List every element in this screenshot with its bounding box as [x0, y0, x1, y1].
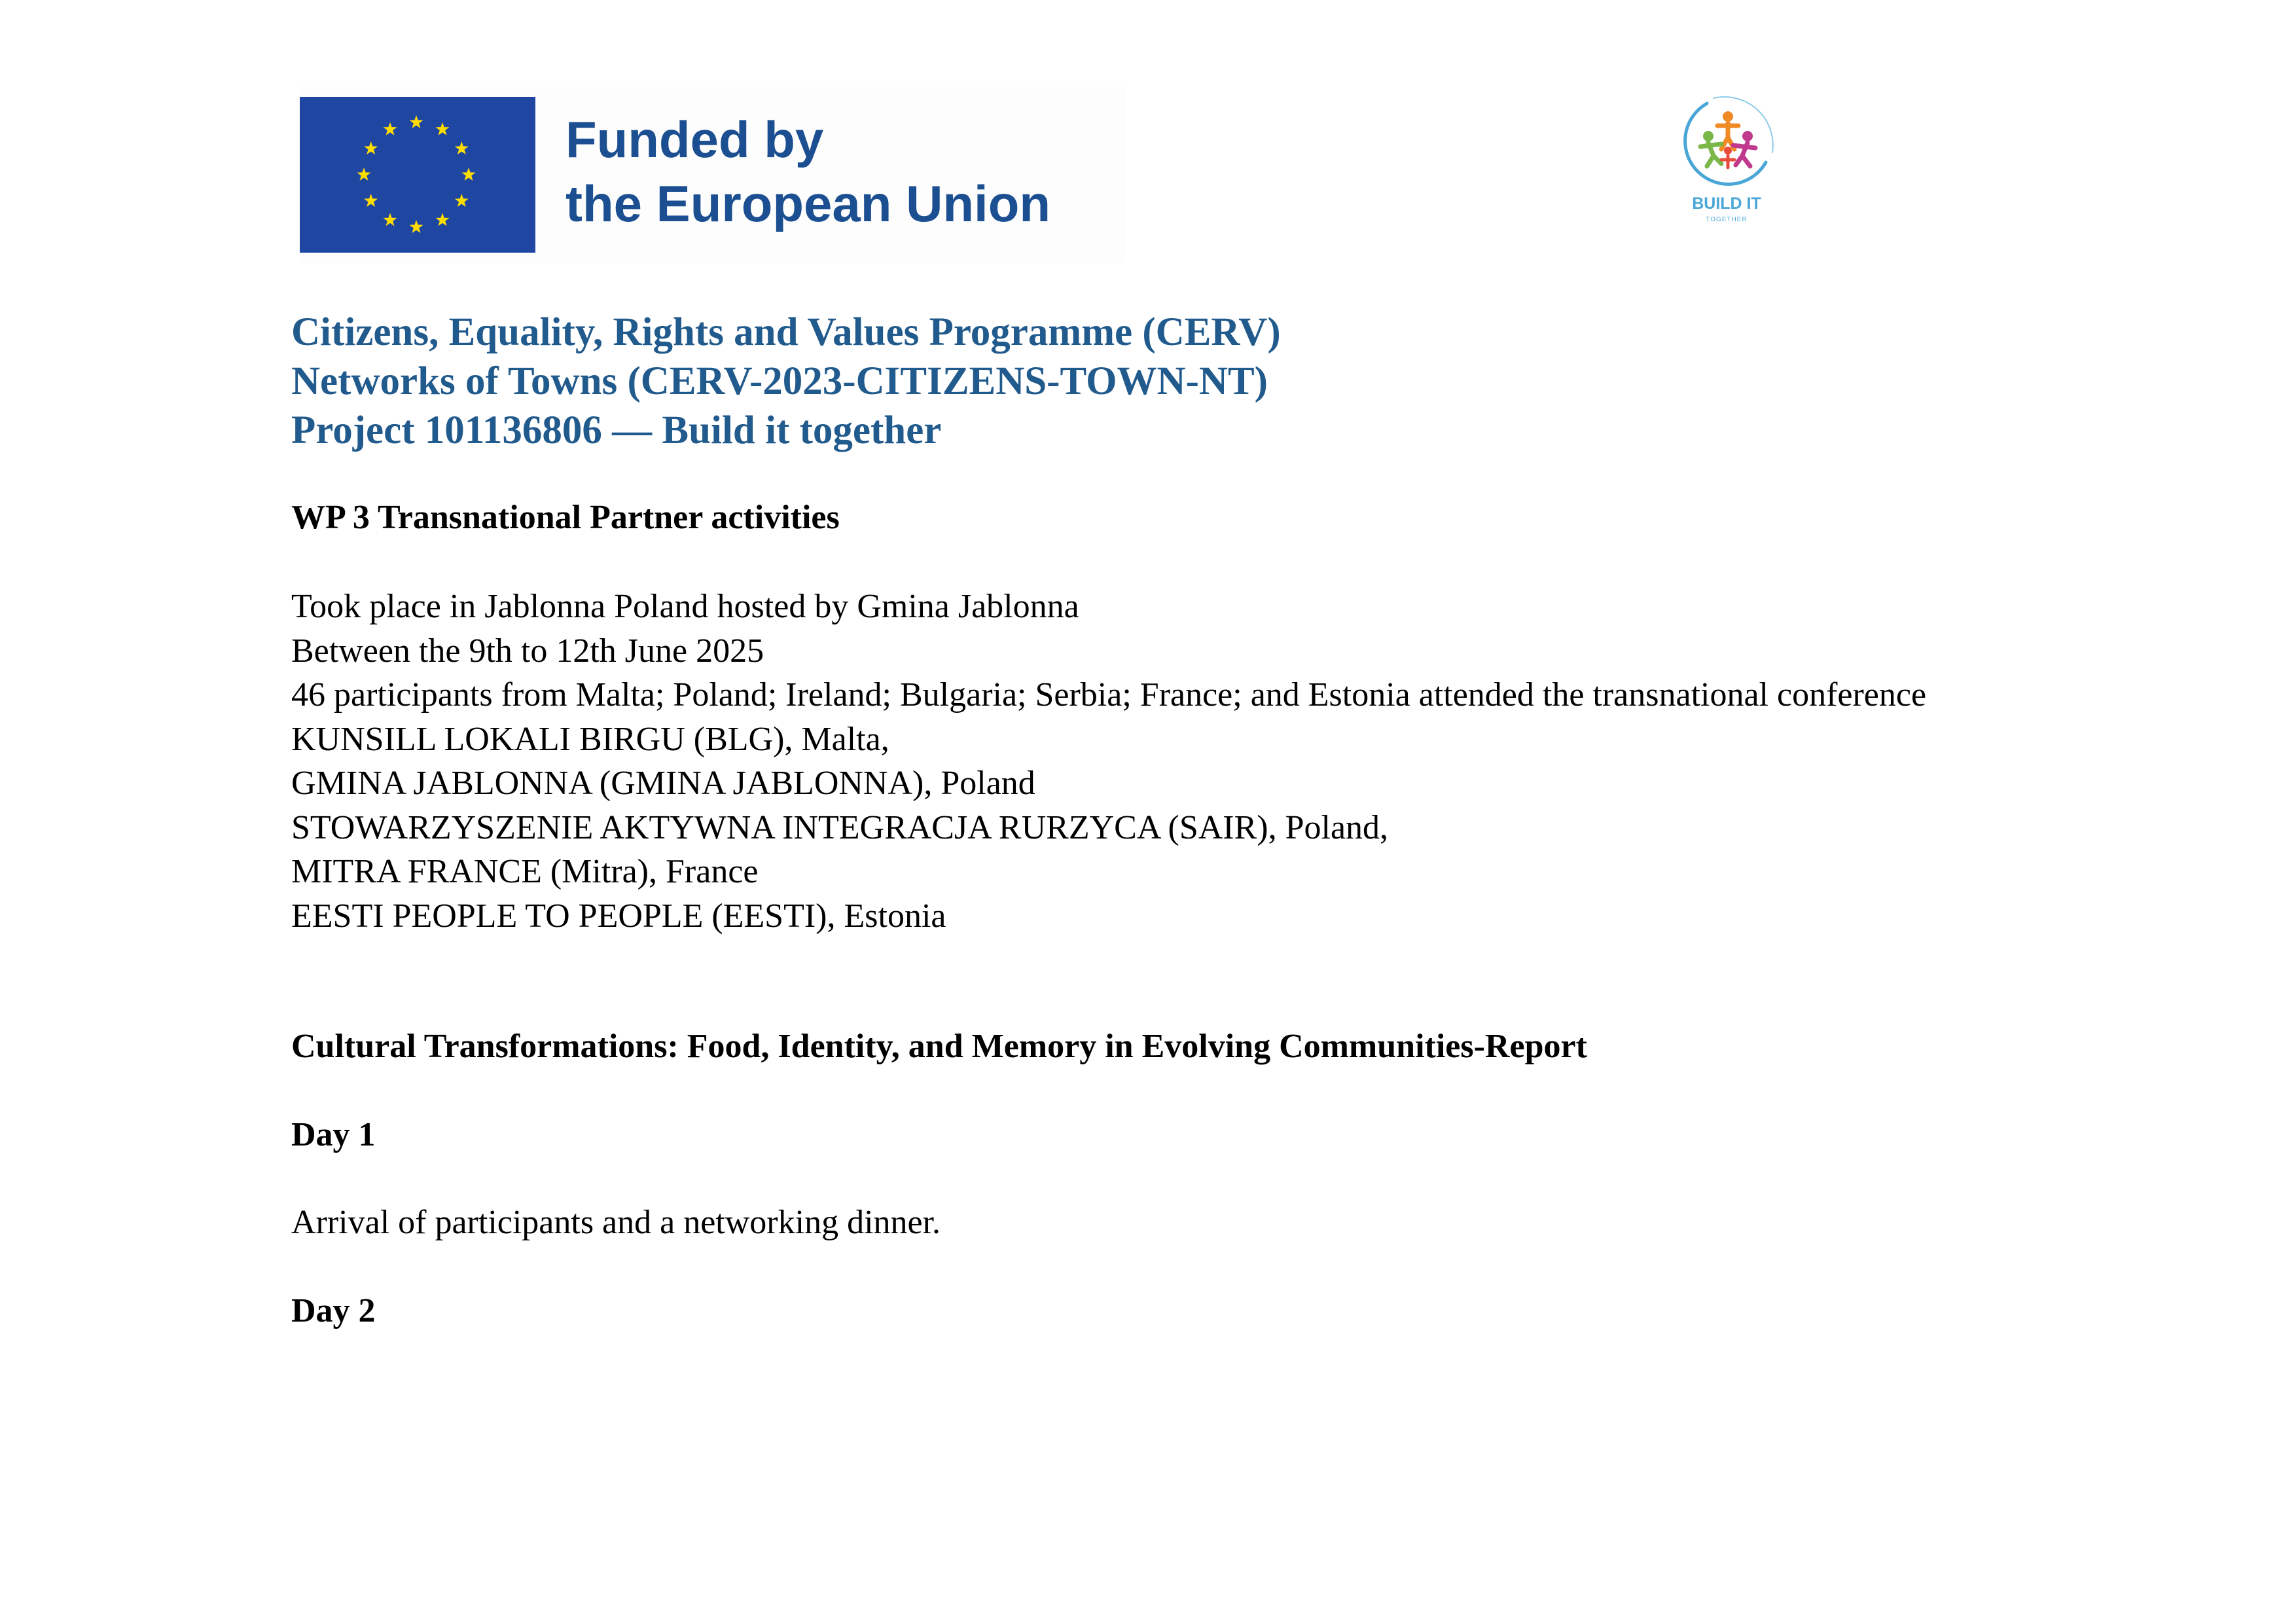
wp-heading: WP 3 Transnational Partner activities	[291, 499, 840, 536]
day-1-text: Arrival of participants and a networking dinner.	[291, 1204, 941, 1241]
partner-line: MITRA FRANCE (Mitra), France	[291, 853, 759, 890]
partner-line: KUNSILL LOKALI BIRGU (BLG), Malta,	[291, 720, 889, 758]
day-1-heading: Day 1	[291, 1116, 376, 1153]
partner-line: EESTI PEOPLE TO PEOPLE (EESTI), Estonia	[291, 897, 946, 935]
build-it-together-logo	[1668, 90, 1785, 233]
logo-subtitle: TOGETHER	[1706, 216, 1748, 223]
eu-funding-banner	[300, 86, 1126, 263]
programme-line-3: Project 101136806 — Build it together	[291, 408, 942, 452]
activity-details	[291, 585, 1926, 938]
report-title: Cultural Transformations: Food, Identity, and Memory in Evolving Communities-Report	[291, 1028, 1587, 1065]
eu-funding-line-2: the European Union	[565, 175, 1050, 232]
logo-title: BUILD IT	[1692, 194, 1761, 213]
detail-line: Took place in Jablonna Poland hosted by Gmina Jablonna	[291, 588, 1079, 625]
programme-line-1: Citizens, Equality, Rights and Values Programme (CERV)	[291, 310, 1281, 354]
partner-line: GMINA JABLONNA (GMINA JABLONNA), Poland	[291, 765, 1035, 802]
detail-line: Between the 9th to 12th June 2025	[291, 632, 764, 670]
day-2-heading: Day 2	[291, 1292, 376, 1329]
people-circle-icon	[1668, 90, 1785, 195]
eu-funding-line-1: Funded by	[565, 111, 824, 168]
partner-line: STOWARZYSZENIE AKTYWNA INTEGRACJA RURZYCA (SAIR), Poland,	[291, 808, 1389, 846]
eu-funding-text	[565, 107, 1050, 236]
programme-heading	[291, 308, 1281, 455]
eu-flag-icon	[300, 97, 535, 253]
detail-line: 46 participants from Malta; Poland; Ireland; Bulgaria; Serbia; France; and Estonia attended the transnational conference	[291, 676, 1927, 713]
programme-line-2: Networks of Towns (CERV-2023-CITIZENS-TOWN-NT)	[291, 359, 1268, 403]
